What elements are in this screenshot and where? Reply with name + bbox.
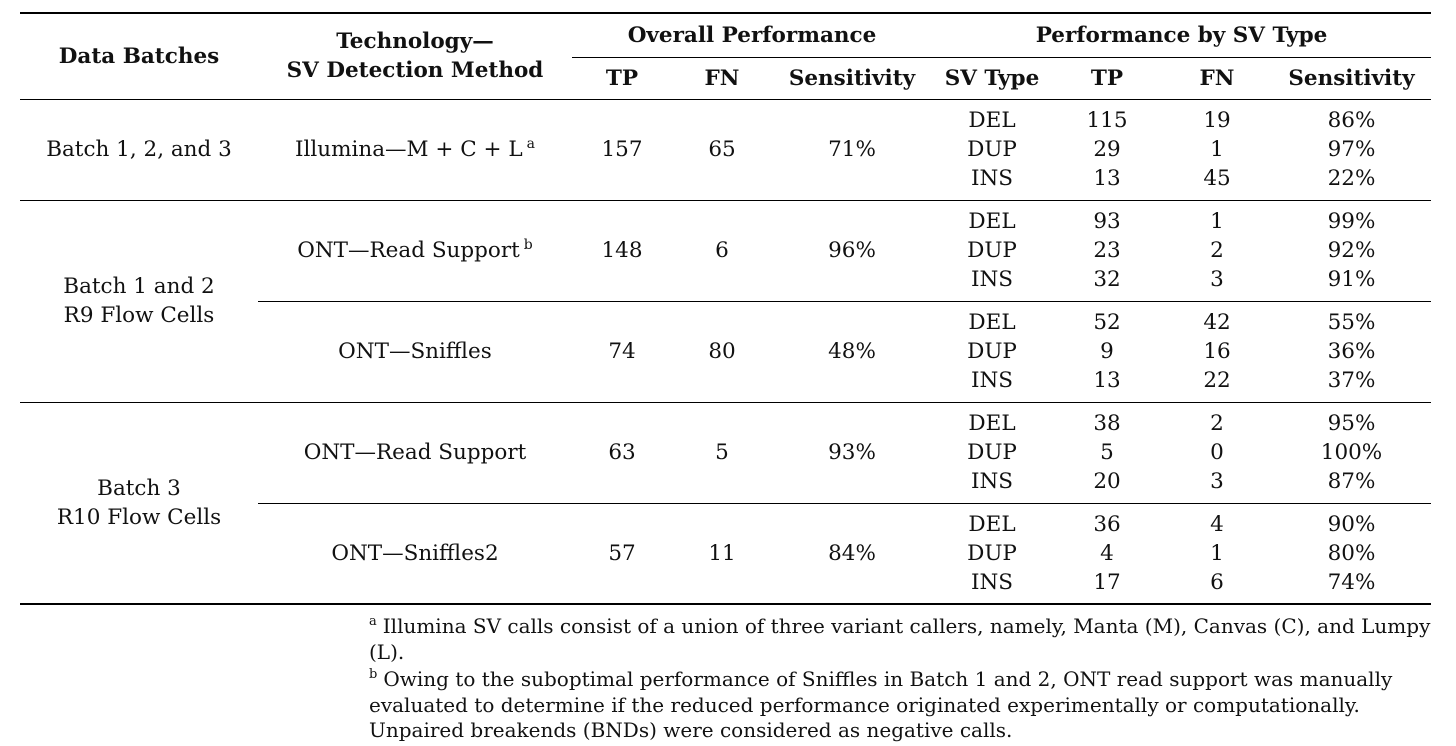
type-tp-value: 13: [1093, 368, 1121, 393]
overall-fn: 11: [672, 503, 772, 604]
header-overall-tp: TP: [572, 57, 672, 99]
footnotes: [369, 614, 1439, 746]
type-fn-value: 0: [1210, 440, 1224, 465]
footnote-mark-a: a: [369, 614, 377, 630]
type-tp-value: 4: [1100, 540, 1114, 566]
batch-cell: [20, 99, 258, 200]
type-sensitivity-value: 97%: [1327, 137, 1376, 162]
type-fn-value: 6: [1210, 569, 1224, 595]
type-fn-value: 2: [1210, 411, 1224, 436]
type-tp-value: 38: [1093, 411, 1121, 436]
footnote-mark: b: [523, 236, 533, 253]
overall-fn: 6: [672, 200, 772, 301]
sv-performance-table: [20, 12, 1431, 605]
type-tp-value: 13: [1093, 166, 1121, 191]
type-fn-stack: [1162, 308, 1272, 395]
type-fn: [1162, 301, 1272, 402]
overall-fn: 65: [672, 99, 772, 200]
type-tp-value: 52: [1093, 310, 1121, 335]
overall-fn: 80: [672, 301, 772, 402]
sv-type: [932, 301, 1052, 402]
sv-type-value: DEL: [968, 310, 1016, 335]
type-tp-value: 29: [1093, 137, 1121, 162]
sv-type: [932, 200, 1052, 301]
type-tp-value: 32: [1093, 267, 1121, 292]
sv-type: [932, 99, 1052, 200]
overall-tp: 57: [572, 503, 672, 604]
sv-type-stack: [932, 409, 1052, 496]
sv-type: [932, 503, 1052, 604]
type-sensitivity-stack: [1272, 106, 1431, 193]
method-cell: [258, 99, 572, 200]
type-sensitivity-value: 99%: [1327, 209, 1376, 234]
method-name: ONT—Sniffles2: [331, 540, 499, 566]
sv-type-value: DUP: [967, 440, 1017, 465]
sv-type-value: DEL: [968, 209, 1016, 234]
batch-label-stack: [20, 272, 258, 330]
sv-type-value: INS: [970, 469, 1014, 494]
type-sensitivity-value: 87%: [1327, 469, 1376, 494]
header-technology: [258, 13, 572, 99]
method-name: Illumina—M + C + L: [295, 137, 523, 162]
type-tp-stack: [1052, 308, 1162, 395]
type-fn-value: 2: [1210, 238, 1224, 263]
type-fn-value: 4: [1210, 511, 1224, 537]
type-fn-stack: [1162, 409, 1272, 496]
sv-type-stack: [932, 510, 1052, 597]
header-overall-performance: Overall Performance: [572, 13, 932, 57]
method-cell: [258, 200, 572, 301]
type-fn: [1162, 503, 1272, 604]
type-fn: [1162, 200, 1272, 301]
header-technology-line2: SV Detection Method: [286, 58, 544, 84]
table-body: [20, 99, 1431, 604]
sv-type-value: DUP: [967, 137, 1017, 162]
header-type-tp: TP: [1052, 57, 1162, 99]
type-tp-value: 115: [1086, 108, 1128, 133]
table-row: [20, 200, 1431, 301]
method-name: ONT—Read Support: [297, 238, 520, 263]
header-overall-fn: FN: [672, 57, 772, 99]
batch-cell: [20, 200, 258, 402]
sv-type-value: DEL: [968, 511, 1016, 537]
header-type-fn: FN: [1162, 57, 1272, 99]
sv-type-value: DEL: [968, 108, 1016, 133]
type-tp: [1052, 200, 1162, 301]
type-tp-stack: [1052, 510, 1162, 597]
type-sensitivity-value: 37%: [1327, 368, 1376, 393]
type-tp: [1052, 99, 1162, 200]
type-fn-value: 19: [1203, 108, 1231, 133]
overall-sensitivity: 96%: [772, 200, 932, 301]
type-sensitivity: [1272, 402, 1431, 503]
overall-tp: 63: [572, 402, 672, 503]
type-sensitivity-value: 36%: [1327, 339, 1376, 364]
header-technology-line1: Technology—: [336, 29, 494, 55]
type-fn-value: 45: [1203, 166, 1231, 191]
overall-fn: 5: [672, 402, 772, 503]
sv-type-value: DEL: [968, 411, 1016, 436]
method-name: ONT—Sniffles: [338, 339, 492, 364]
type-tp: [1052, 503, 1162, 604]
sv-type-stack: [932, 207, 1052, 294]
overall-tp: 157: [572, 99, 672, 200]
type-tp-stack: [1052, 409, 1162, 496]
header-overall-sensitivity: Sensitivity: [772, 57, 932, 99]
overall-tp: 148: [572, 200, 672, 301]
batch-label: Batch 1 and 2: [63, 274, 215, 299]
overall-sensitivity: 93%: [772, 402, 932, 503]
footnote-a: [369, 614, 1439, 665]
type-fn-stack: [1162, 106, 1272, 193]
sv-type-stack: [932, 308, 1052, 395]
batch-label: R9 Flow Cells: [63, 303, 215, 328]
sv-type-value: INS: [970, 368, 1014, 393]
type-fn-value: 3: [1210, 469, 1224, 494]
type-tp-value: 23: [1093, 238, 1121, 263]
type-sensitivity-stack: [1272, 308, 1431, 395]
sv-type-stack: [932, 106, 1052, 193]
overall-sensitivity: 84%: [772, 503, 932, 604]
type-tp-stack: [1052, 207, 1162, 294]
type-tp-value: 20: [1093, 469, 1121, 494]
type-sensitivity-stack: [1272, 510, 1431, 597]
batch-label: Batch 1, 2, and 3: [46, 137, 232, 162]
overall-tp: 74: [572, 301, 672, 402]
header-type-sensitivity: Sensitivity: [1272, 57, 1431, 99]
type-tp-stack: [1052, 106, 1162, 193]
sv-type: [932, 402, 1052, 503]
type-sensitivity: [1272, 503, 1431, 604]
sv-type-value: DUP: [967, 238, 1017, 263]
type-sensitivity-value: 91%: [1327, 267, 1376, 292]
type-tp-value: 5: [1100, 440, 1114, 465]
type-sensitivity-value: 92%: [1327, 238, 1376, 263]
sv-type-value: DUP: [967, 339, 1017, 364]
sv-type-value: INS: [970, 569, 1014, 595]
type-sensitivity-value: 55%: [1327, 310, 1376, 335]
type-fn: [1162, 402, 1272, 503]
batch-label-stack: [20, 474, 258, 532]
type-fn-value: 16: [1203, 339, 1231, 364]
method-cell: [258, 503, 572, 604]
table-row: [20, 402, 1431, 503]
type-tp: [1052, 402, 1162, 503]
header-sv-type: SV Type: [932, 57, 1052, 99]
footnote-b: [369, 667, 1439, 744]
type-tp-value: 36: [1093, 511, 1121, 537]
sv-type-value: DUP: [967, 540, 1017, 566]
type-sensitivity: [1272, 200, 1431, 301]
type-sensitivity-value: 100%: [1320, 440, 1383, 465]
type-sensitivity-value: 95%: [1327, 411, 1376, 436]
type-fn-value: 1: [1210, 137, 1224, 162]
table-row: [20, 99, 1431, 200]
sv-type-value: INS: [970, 267, 1014, 292]
type-tp-value: 9: [1100, 339, 1114, 364]
footnote-mark-b: b: [369, 667, 378, 683]
type-fn: [1162, 99, 1272, 200]
type-sensitivity-value: 90%: [1327, 511, 1376, 537]
footnote-text: Owing to the suboptimal performance of Sniffles in Batch 1 and 2, ONT read support was manually evaluated to determine if the reduced performance originated experimentally or computationally. Unpaired breakends (BNDs) were considered as negative calls.: [369, 667, 1393, 742]
header-data-batches: Data Batches: [20, 13, 258, 99]
type-sensitivity-value: 86%: [1327, 108, 1376, 133]
footnote-mark: a: [526, 135, 535, 152]
type-sensitivity-value: 80%: [1327, 540, 1376, 566]
method-name: ONT—Read Support: [303, 440, 527, 465]
batch-label: R10 Flow Cells: [56, 504, 222, 530]
type-sensitivity-value: 22%: [1327, 166, 1376, 191]
sv-type-value: INS: [970, 166, 1014, 191]
type-tp-value: 17: [1093, 569, 1121, 595]
header-performance-by-sv-type: Performance by SV Type: [932, 13, 1431, 57]
header-row-1: [20, 13, 1431, 57]
type-sensitivity-stack: [1272, 409, 1431, 496]
batch-label: Batch 3: [97, 475, 181, 501]
type-fn-stack: [1162, 510, 1272, 597]
type-fn-value: 1: [1210, 209, 1224, 234]
footnote-text: Illumina SV calls consist of a union of three variant callers, namely, Manta (M), Canvas (C), and Lumpy (L).: [369, 614, 1431, 664]
type-fn-value: 3: [1210, 267, 1224, 292]
type-sensitivity: [1272, 301, 1431, 402]
overall-sensitivity: 48%: [772, 301, 932, 402]
type-sensitivity: [1272, 99, 1431, 200]
type-fn-value: 22: [1203, 368, 1231, 393]
type-sensitivity-stack: [1272, 207, 1431, 294]
type-sensitivity-value: 74%: [1327, 569, 1376, 595]
type-tp-value: 93: [1093, 209, 1121, 234]
method-cell: [258, 402, 572, 503]
batch-label-stack: [20, 135, 258, 164]
overall-sensitivity: 71%: [772, 99, 932, 200]
type-tp: [1052, 301, 1162, 402]
type-fn-stack: [1162, 207, 1272, 294]
type-fn-value: 1: [1210, 540, 1224, 566]
method-cell: [258, 301, 572, 402]
type-fn-value: 42: [1203, 310, 1231, 335]
batch-cell: [20, 402, 258, 604]
